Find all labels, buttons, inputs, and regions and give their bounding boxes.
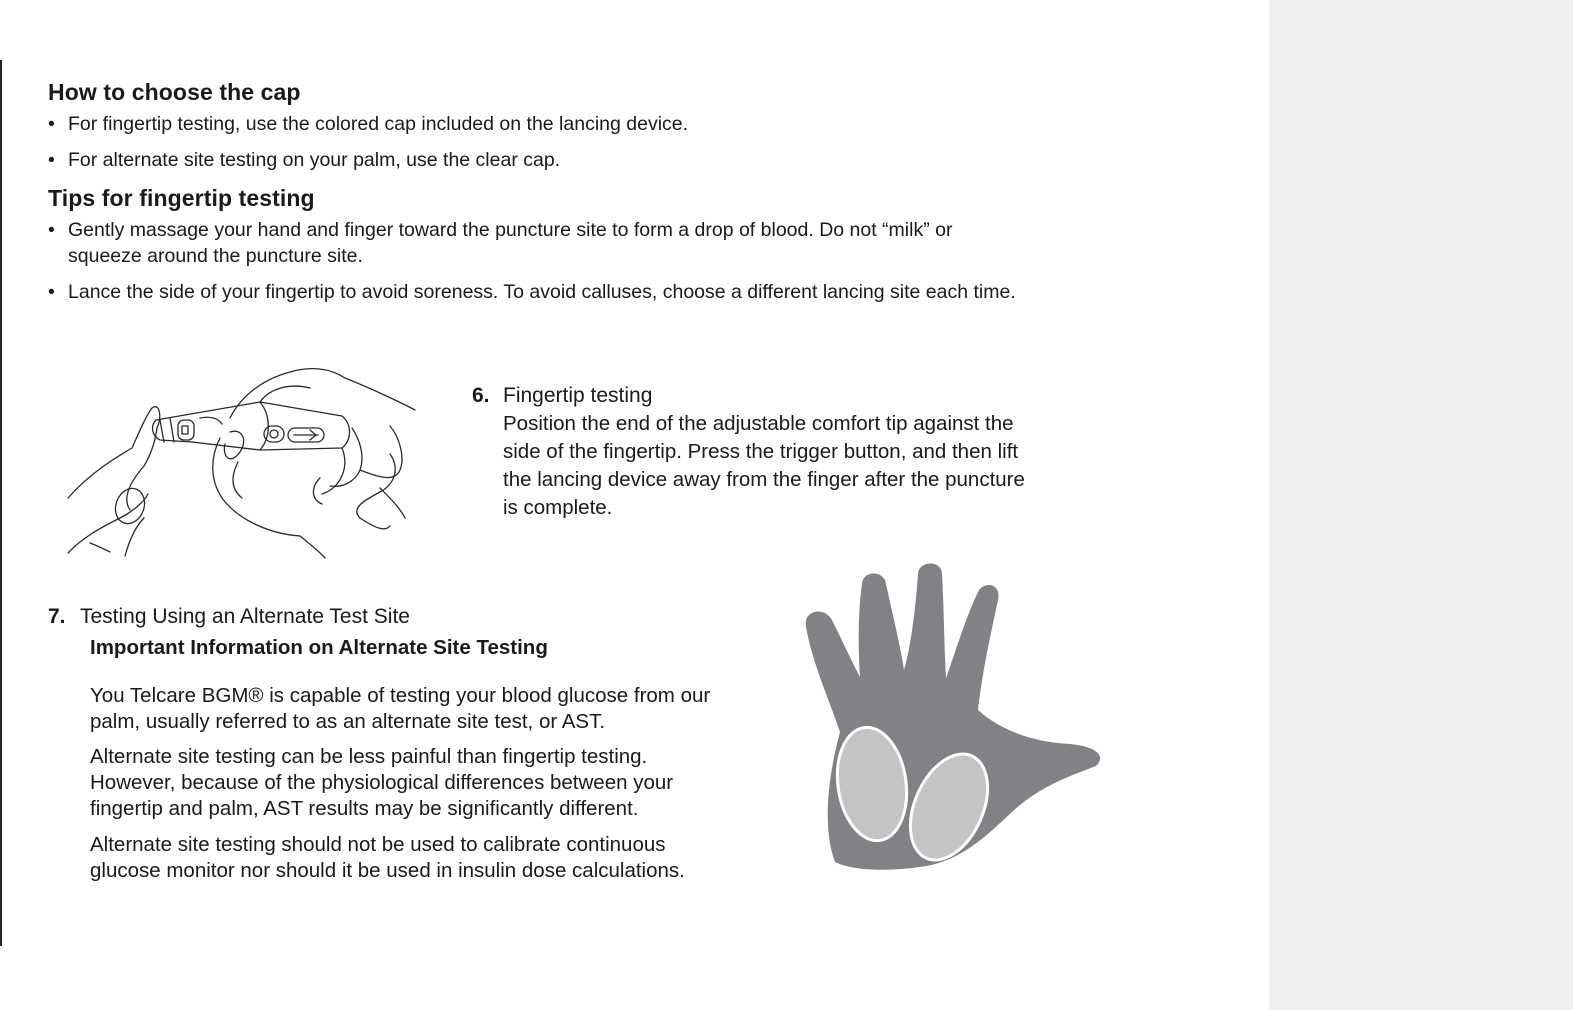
ast-line: glucose monitor nor should it be used in insulin dose calculations. — [90, 859, 685, 882]
ast-line: You Telcare BGM® is capable of testing your blood glucose from our — [90, 684, 711, 707]
tips-bullet: • Lance the side of your fingertip to avoid soreness. To avoid calluses, choose a different lancing site each time. — [48, 281, 1016, 303]
tips-section-heading: Tips for fingertip testing — [48, 185, 315, 211]
tips-bullet: • Gently massage your hand and finger toward the puncture site to form a drop of blood. Do not “milk” or squeeze around the puncture site. — [48, 219, 953, 267]
ast-subheading: Important Information on Alternate Site Testing — [90, 636, 548, 659]
tips-bullet-line: squeeze around the puncture site. — [68, 245, 363, 267]
step-6-line: the lancing device away from the finger after the puncture — [503, 468, 1025, 491]
step-6-line: side of the fingertip. Press the trigger button, and then lift — [503, 440, 1019, 463]
step-6-line: is complete. — [503, 496, 613, 519]
ast-paragraph — [90, 832, 685, 884]
cap-section-heading: How to choose the cap — [48, 79, 301, 105]
ast-paragraph — [90, 683, 710, 735]
step-6-number: 6. — [472, 384, 490, 407]
ast-line: Alternate site testing can be less painful than fingertip testing. — [90, 745, 648, 768]
right-gray-panel — [1269, 0, 1573, 1010]
cap-bullet: • For fingertip testing, use the colored cap included on the lancing device. — [48, 113, 689, 135]
step-6-body — [503, 410, 1025, 522]
cap-bullet-text: For fingertip testing, use the colored cap included on the lancing device. — [68, 113, 689, 135]
ast-line: fingertip and palm, AST results may be significantly different. — [90, 797, 639, 820]
step-6-title: Fingertip testing — [503, 384, 653, 407]
step-7-number: 7. — [48, 605, 66, 628]
cap-bullet-text: For alternate site testing on your palm, use the clear cap. — [68, 149, 561, 171]
cap-bullet: • For alternate site testing on your palm, use the clear cap. — [48, 149, 561, 171]
page-left-rule — [0, 60, 2, 946]
step-6-line: Position the end of the adjustable comfort tip against the — [503, 412, 1014, 435]
step-7-title: Testing Using an Alternate Test Site — [80, 605, 410, 628]
ast-line: However, because of the physiological differences between your — [90, 771, 674, 794]
lancing-device-illustration-icon — [60, 358, 430, 563]
palm-hand-icon — [800, 562, 1105, 872]
ast-paragraph — [90, 744, 673, 822]
ast-line: palm, usually referred to as an alternate site test, or AST. — [90, 710, 606, 733]
tips-bullet-text: Lance the side of your fingertip to avoid soreness. To avoid calluses, choose a different lancing site each time. — [68, 281, 1016, 303]
tips-bullet-line: Gently massage your hand and finger toward the puncture site to form a drop of blood. Do not “milk” or — [68, 219, 953, 241]
ast-line: Alternate site testing should not be used to calibrate continuous — [90, 833, 666, 856]
